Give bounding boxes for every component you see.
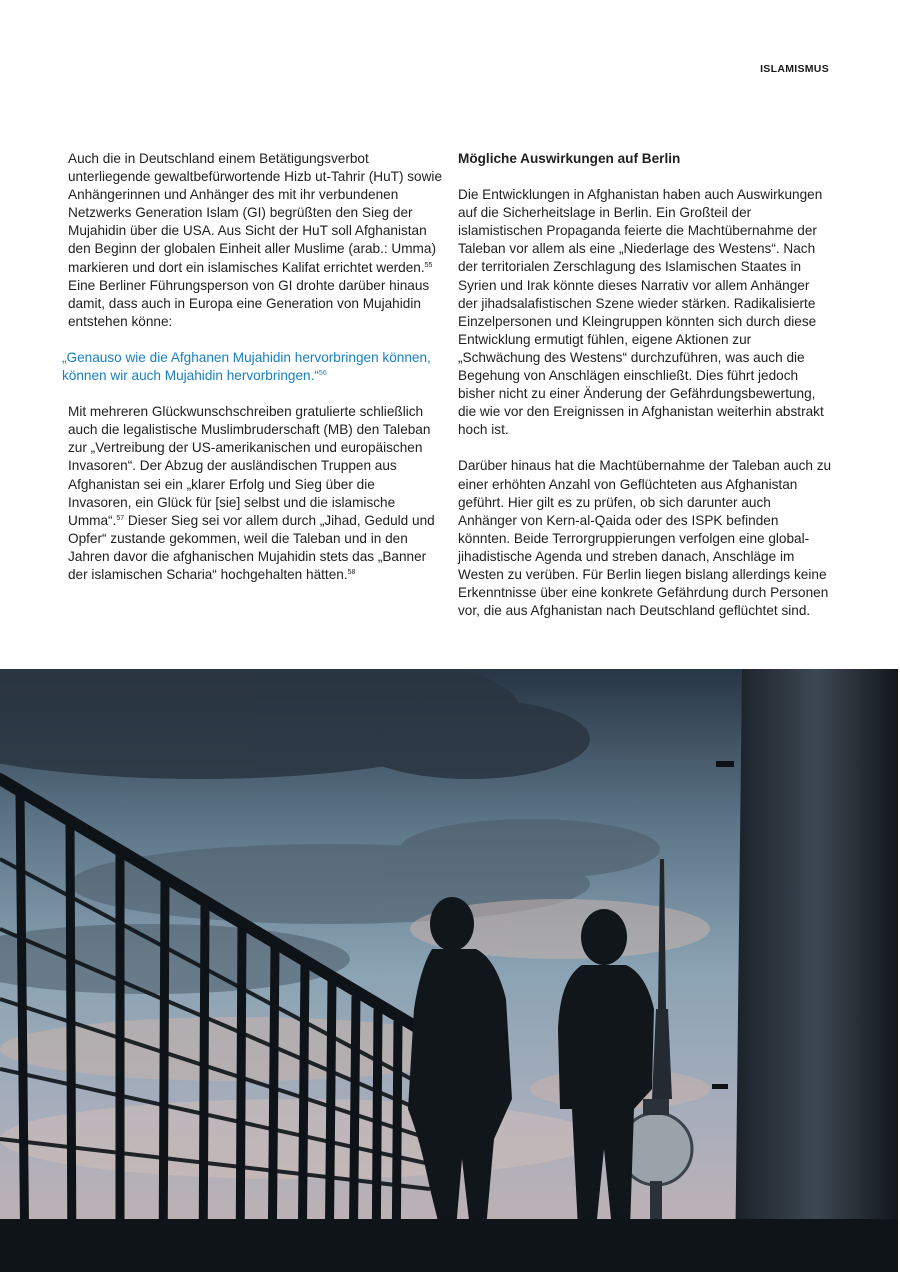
section-heading: Mögliche Auswirkungen auf Berlin (458, 151, 681, 166)
section-label: ISLAMISMUS (760, 63, 829, 75)
footnote-ref: 57 (116, 514, 125, 522)
paragraph-mb: Mit mehreren Glückwunschschreiben gratulierte schließlich auch die legalistische Muslimbruderschaft (MB) den Taleban zur „Vertreibung der US-amerikanischen und europäischen Invasoren“. Der Abzug der ausländischen Truppen aus Afghanistan sei ein „klarer Erfolg und Sieg über die Invasoren, ein Glück für [sie] selbst und die islamische Umma“.$^{57}$ Dieser Sieg sei vor allem durch „Jihad, Geduld und Opfer“ zustande gekommen, weil die Taleban und in den Jahren davor die afghanischen Mujahidin stets das „Banner der islamischen Scharia“ hochgehalten hätten.$^{58}$ (68, 404, 435, 582)
photo-silhouettes-berlin (0, 669, 898, 1272)
blockquote: „Genauso wie die Afghanen Mujahidin hervorbringen können, können wir auch Mujahidin hervorbringen.“$^{56}$ (62, 349, 431, 384)
footnote-ref: 58 (347, 568, 356, 576)
footnote-ref: 56 (318, 370, 327, 378)
paragraph-security: Die Entwicklungen in Afghanistan haben auch Auswirkungen auf die Sicherheitslage in Berlin. Ein Großteil der islamistischen Propaganda feierte die Machtübernahme der Taleban vor allem als eine „Niederlage des Westens“. Nach der territorialen Zerschlagung des Islamischen Staates in Syrien und Irak könnte dieses Narrativ vor allem Anhänger der jihadsalafistischen Szene wieder stärken. Radikalisierte Einzelpersonen und Kleingruppen könnten sich durch diese Entwicklung ermutigt fühlen, eigene Aktionen zur „Schwächung des Westens“ durchzuführen, was auch die Begehung von Anschlägen einschließt. Dies führt jedoch bisher nicht zu einer Änderung der Gefährdungsbewertung, die wie vor den Ereignissen in Afghanistan weiterhin abstrakt hoch ist. (458, 187, 824, 438)
paragraph-refugees: Darüber hinaus hat die Machtübernahme der Taleban auch zu einer erhöhten Anzahl von Geflüchteten aus Afghanistan geführt. Hier gilt es zu prüfen, ob sich darunter auch Anhänger von Kern-al-Qaida oder des ISPK befinden könnten. Beide Terrorgruppierungen verfolgen eine global-jihadistische Agenda und streben danach, Anschläge im Westen zu verüben. Für Berlin liegen bislang allerdings keine Erkenntnisse über eine konkrete Gefährdung durch Personen vor, die aus Afghanistan nach Deutschland geflüchtet sind. (458, 458, 832, 619)
left-column (62, 150, 443, 602)
footnote-ref: 55 (424, 261, 433, 269)
paragraph-hut: Auch die in Deutschland einem Betätigungsverbot unterliegende gewaltbefürwortende Hizb ut-Tahrir (HuT) sowie Anhängerinnen und Anhänger des mit ihr verbundenen Netzwerks Generation Islam (GI) begrüßten den Sieg der Mujahidin über die USA. Aus Sicht der HuT soll Afghanistan den Beginn der globalen Einheit aller Muslime (arab.: Umma) markieren und dort ein islamisches Kalifat errichtet werden.$^{55}$ Eine Berliner Führungsperson von GI drohte darüber hinaus damit, dass auch in Europa eine Generation von Mujahidin entstehen könne: (68, 151, 443, 329)
right-column (458, 150, 832, 638)
